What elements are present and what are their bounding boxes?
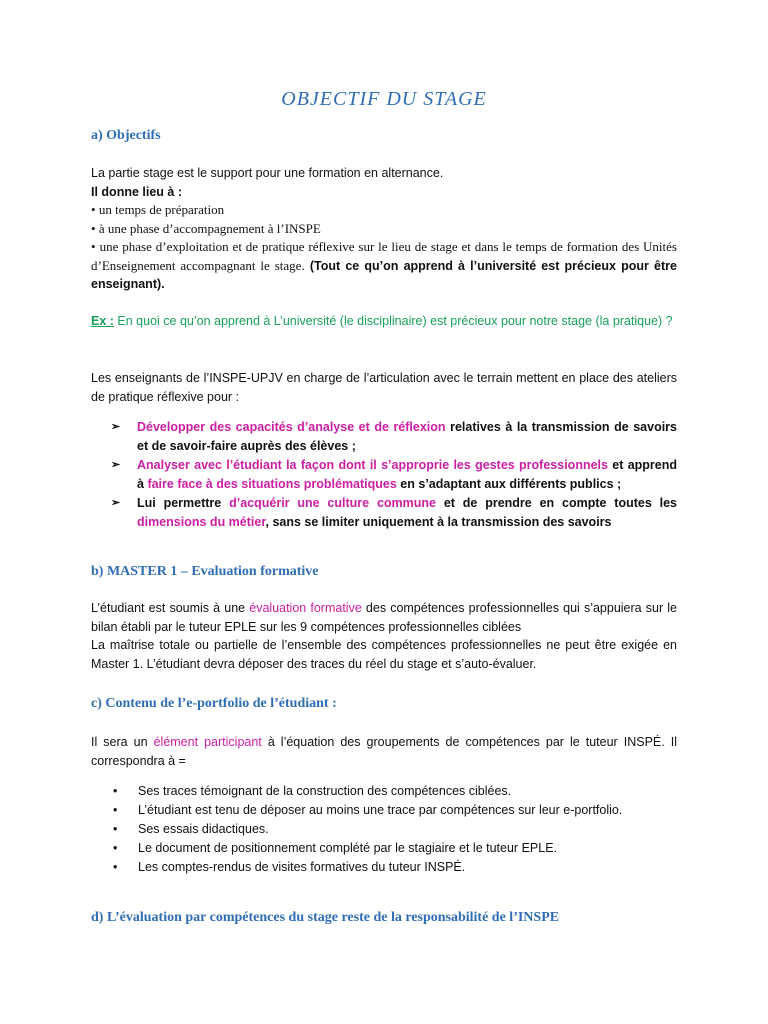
list-item: ➢ Lui permettre d’acquérir une culture commune et de prendre en compte toutes les dimensions du métier, sans se limiter uniquement à la transmission des savoirs [111, 496, 678, 529]
arrow-bullet-icon: ➢ [111, 459, 121, 471]
accompaniment-item: • à une phase d’accompagnement à l’INSPE [91, 220, 321, 236]
list-item: • Ses traces témoignant de la construction des compétences ciblées. [113, 782, 677, 801]
highlight-evaluation: évaluation formative [249, 601, 362, 615]
bullet: • [91, 220, 96, 236]
bullet-icon: • [113, 822, 118, 836]
exploitation-item: • une phase d’exploitation et de pratique réflexive sur le lieu de stage et dans le temps de formation des Unités d’Enseignement accompagnant le stage. (Tout ce qu’on apprend à l’université est précieux pour être enseignant). [91, 239, 677, 291]
list-item: ➢ Analyser avec l’étudiant la façon dont il s’approprie les gestes professionnels et apprend à faire face à des situations problématiques en s’adaptant aux différents publics ; [111, 458, 678, 491]
list-item: • Le document de positionnement complété par le stagiaire et le tuteur EPLE. [113, 839, 677, 858]
list-item: ➢ Développer des capacités d’analyse et de réflexion relatives à la transmission de savoirs et de savoir-faire auprès des élèves ; [111, 420, 677, 453]
portfolio-paragraph: Il sera un élément participant à l’équation des groupements de compétences par le tuteur INSPÉ. Il correspondra à = [91, 735, 678, 768]
bullet-icon: • [113, 803, 118, 817]
section-a-body [91, 164, 677, 294]
section-c-heading: c) Contenu de l’e-portfolio de l’étudiant : [91, 696, 337, 711]
teachers-paragraph: Les enseignants de l’INSPE-UPJV en charge de l’articulation avec le terrain mettent en place des ateliers de pratique réflexive pour : [91, 371, 677, 404]
intro-text: La partie stage est le support pour une formation en alternance. [91, 166, 444, 180]
list-item: • L’étudiant est tenu de déposer au moins une trace par compétences sur leur e-portfolio. [113, 801, 677, 820]
list-item: • Les comptes-rendus de visites formatives du tuteur INSPÉ. [113, 858, 677, 877]
section-b-heading: b) MASTER 1 – Evaluation formative [91, 564, 319, 579]
portfolio-contents-list [113, 782, 677, 877]
bullet: • [91, 239, 96, 254]
arrow-bullet-icon: ➢ [111, 497, 121, 509]
gives-text: Il donne lieu à : [91, 184, 182, 199]
bold-note: (Tout ce qu’on apprend à l’université est précieux pour être enseignant). [91, 258, 677, 291]
section-a-heading: a) Objectifs [91, 128, 161, 143]
mastery-paragraph: La maîtrise totale ou partielle de l’ensemble des compétences professionnelles ne peut être exigée en Master 1. L’étudiant devra déposer des traces du réel du stage et s’auto-évaluer. [91, 638, 677, 671]
example-text: En quoi ce qu’on apprend à L’université (le disciplinaire) est précieux pour notre stage (la pratique) ? [117, 314, 673, 328]
bullet-icon: • [113, 841, 118, 855]
bullet: • [91, 202, 96, 217]
arrow-bullet-icon: ➢ [111, 421, 121, 433]
section-b-body [91, 599, 677, 673]
prep-item: • un temps de préparation [91, 202, 225, 217]
section-d-heading: d) L’évaluation par compétences du stage reste de la responsabilité de l’INSPE [91, 910, 560, 925]
workshop-goals-list [111, 418, 677, 532]
bullet-icon: • [113, 860, 118, 874]
bullet-icon: • [113, 784, 118, 798]
page-title: OBJECTIF DU STAGE [281, 88, 487, 110]
example-label: Ex : [91, 314, 114, 328]
example-question [91, 312, 677, 331]
highlight-element: élément participant [153, 735, 262, 749]
list-item: • Ses essais didactiques. [113, 820, 677, 839]
evaluation-paragraph: L’étudiant est soumis à une évaluation formative des compétences professionnelles qui s’appuiera sur le bilan établi par le tuteur EPLE sur les 9 compétences professionnelles ciblées [91, 601, 677, 634]
